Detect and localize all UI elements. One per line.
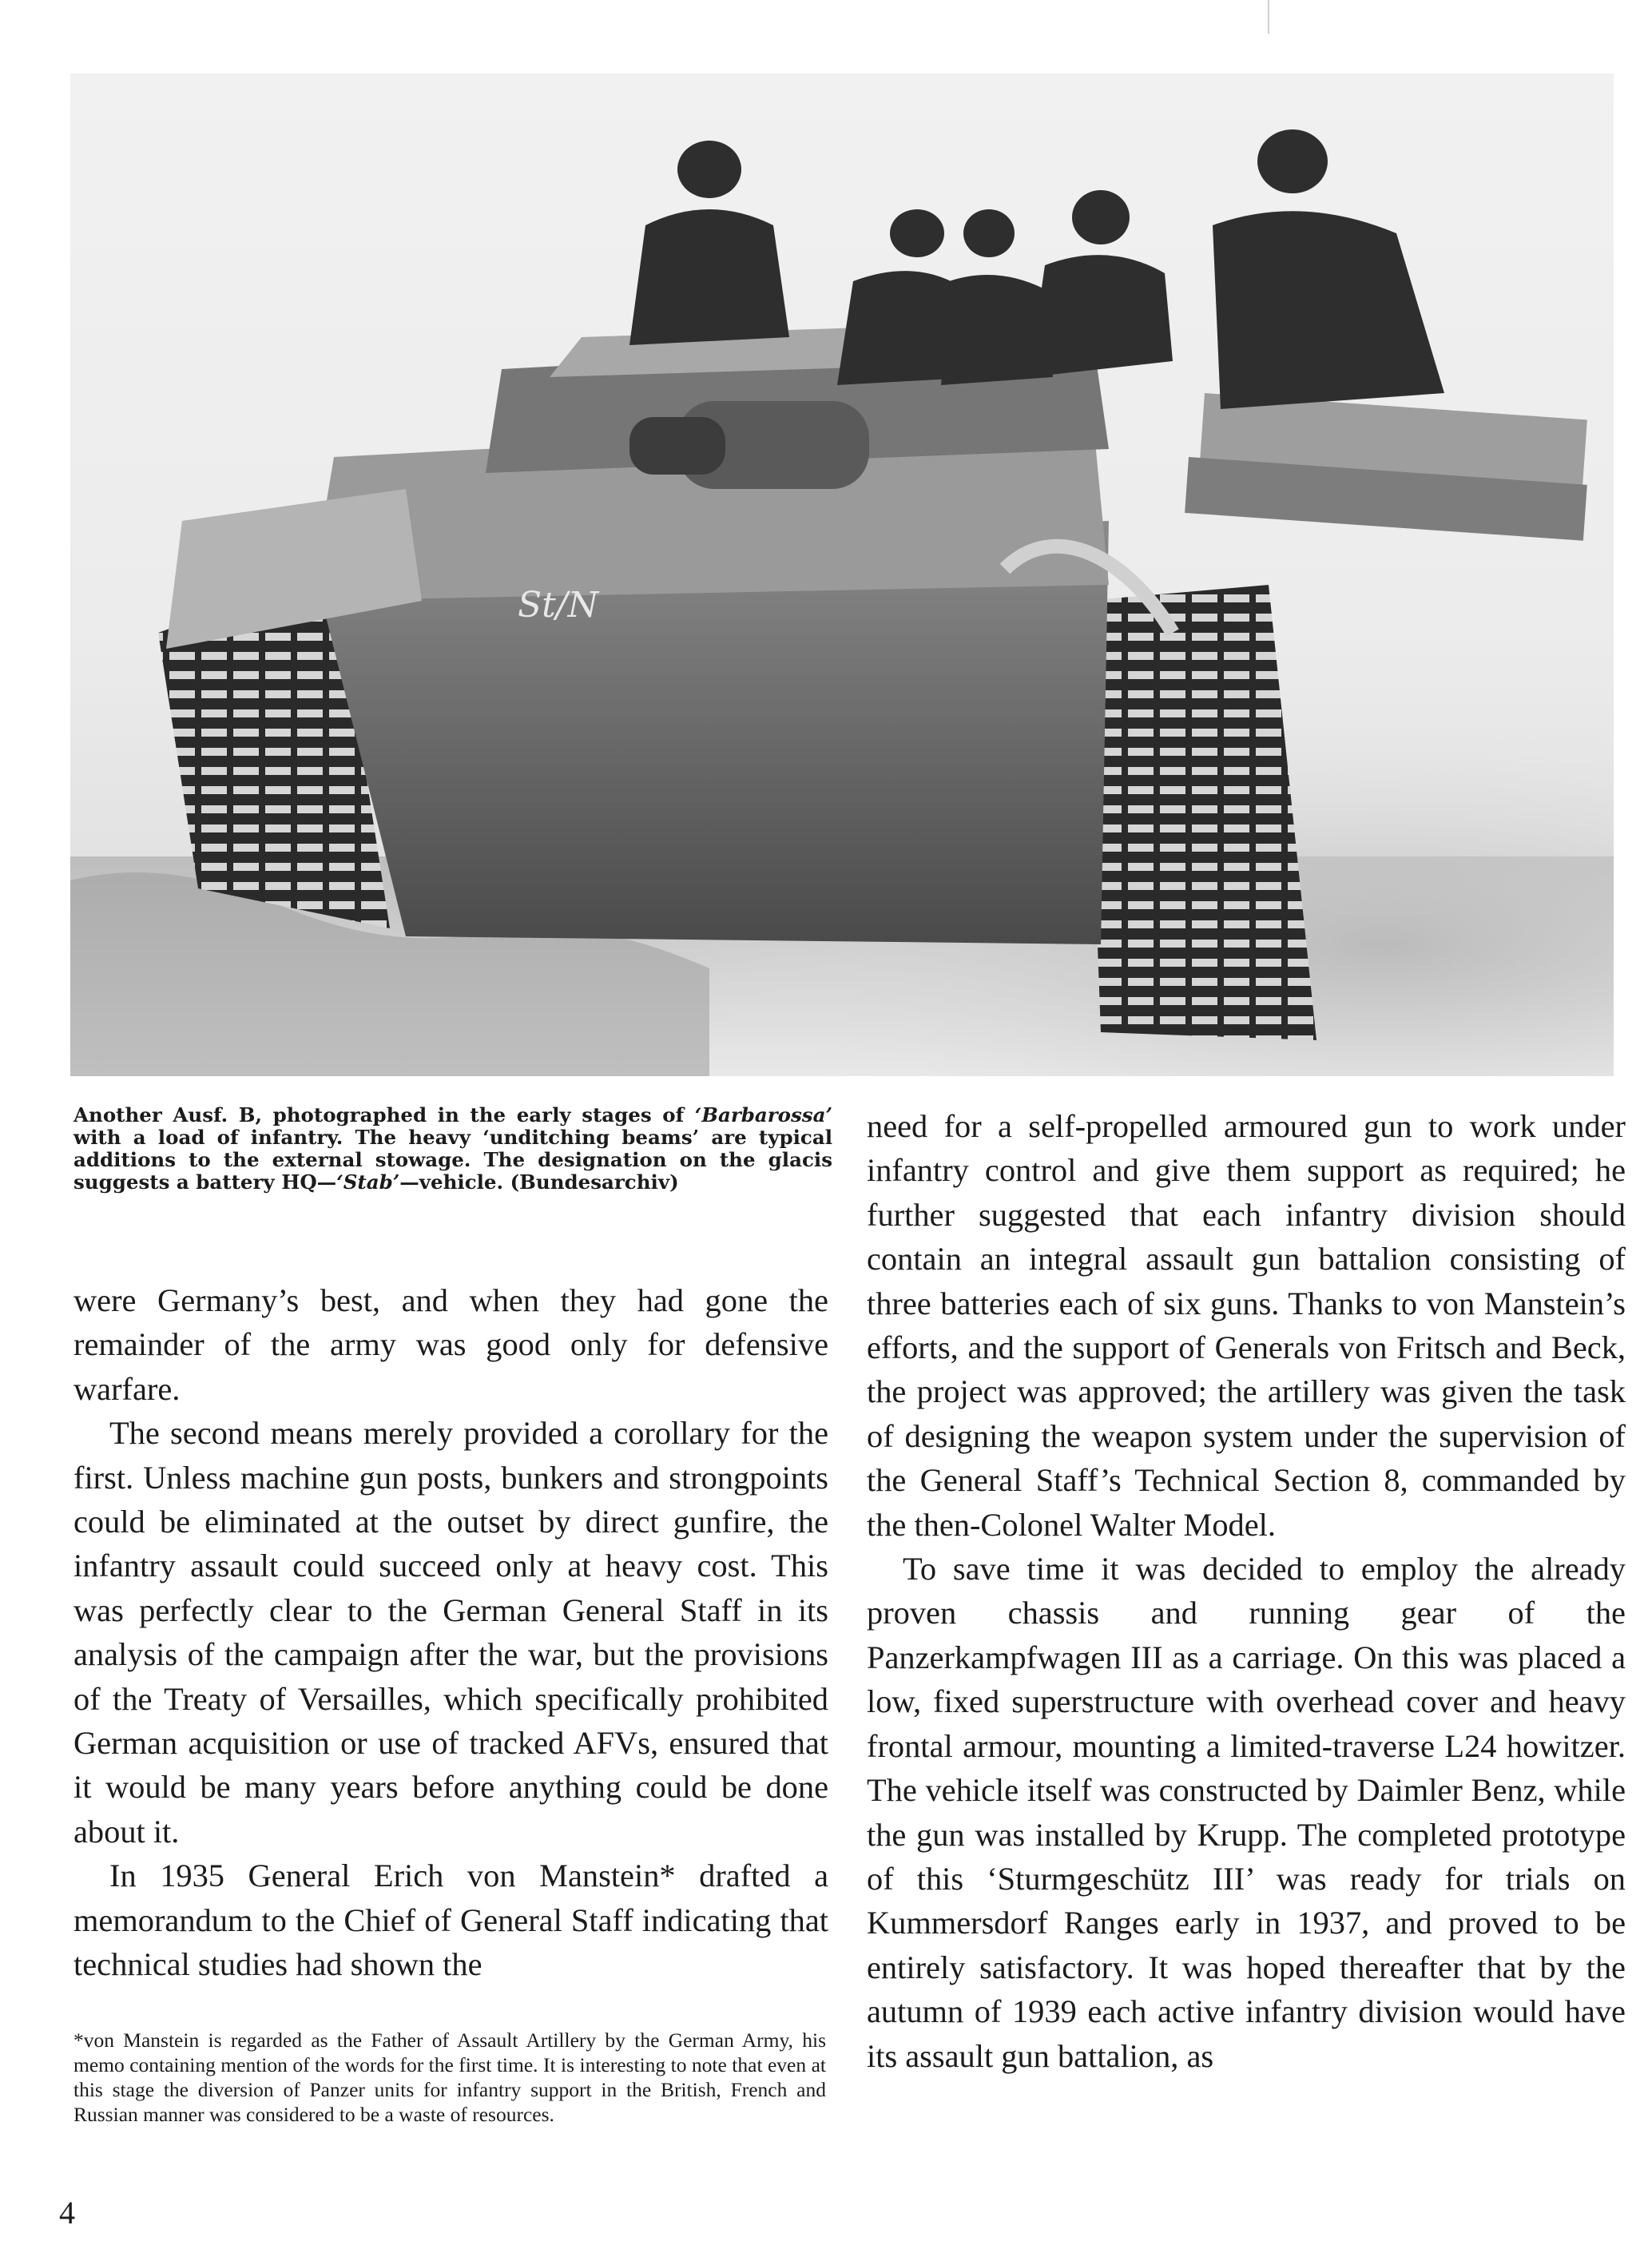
left-column [73,1278,828,1987]
left-paragraph-1: were Germany’s best, and when they had gone the remainder of the army was good only for defensive warfare. [73,1282,828,1407]
right-paragraph-2: To save time it was decided to employ the already proven chassis and running gear of the Panzerkampfwagen III as a carriage. On this was placed a low, fixed superstructure with overhead cover and heavy frontal armour, mounting a limited-traverse L24 howitzer. The vehicle itself was constructed by Daimler Benz, while the gun was installed by Krupp. The completed prototype of this ‘Sturmgeschütz III’ was ready for trials on Kummersdorf Ranges early in 1937, and proved to be entirely satisfactory. It was hoped thereafter that by the autumn of 1939 each active infantry division would have its assault gun battalion, as [867,1551,1626,2074]
gun-barrel [629,417,725,475]
left-paragraph-3: In 1935 General Erich von Manstein* drafted a memorandum to the Chief of General Staff indicating that technical studies had shown the [73,1858,828,1983]
assault-gun-photo-illustration [70,74,1614,1076]
photograph [70,74,1614,1076]
footnote: *von Manstein is regarded as the Father of Assault Artillery by the German Army, his memo containing mention of the words for the first time. It is interesting to note that even at this stage the diversion of Panzer units for infantry support in the British, French and Russian manner was considered to be a waste of resources. [73,2028,826,2126]
caption-italic-barbarossa: ‘Barbarossa’ [694,1103,832,1126]
page-number: 4 [59,2195,75,2231]
left-paragraph-2: The second means merely provided a corollary for the first. Unless machine gun posts, bunkers and strongpoints could be eliminated at the outset by direct gunfire, the infantry assault could succeed only at heavy cost. This was perfectly clear to the German General Staff in its analysis of the campaign after the war, but the provisions of the Treaty of Versailles, which specifically prohibited German acquisition or use of tracked AFVs, ensured that it would be many years before anything could be done about it. [73,1415,828,1850]
glacis-marking: St/N [518,585,599,626]
caption-text-3: —vehicle. (Bundesarchiv) [399,1170,679,1194]
caption-italic-stab: ‘Stab’ [336,1170,400,1194]
photo-caption [73,1104,832,1194]
caption-text-2: with a load of infantry. The heavy ‘unditching beams’ are typical additions to the external stowage. The designation on the glacis suggests a battery HQ— [73,1126,832,1194]
page-edge-mark [1268,0,1269,34]
caption-text-1: Another Ausf. B, photographed in the early stages of [73,1103,695,1126]
right-column [867,1104,1626,2078]
right-paragraph-1: need for a self-propelled armoured gun to work under infantry control and give them support as required; he further suggested that each infantry division should contain an integral assault gun battalion consisting of three batteries each of six guns. Thanks to von Manstein’s efforts, and the support of Generals von Fritsch and Beck, the project was approved; the artillery was given the task of designing the weapon system under the supervision of the General Staff’s Technical Section 8, commanded by the then-Colonel Walter Model. [867,1108,1626,1543]
